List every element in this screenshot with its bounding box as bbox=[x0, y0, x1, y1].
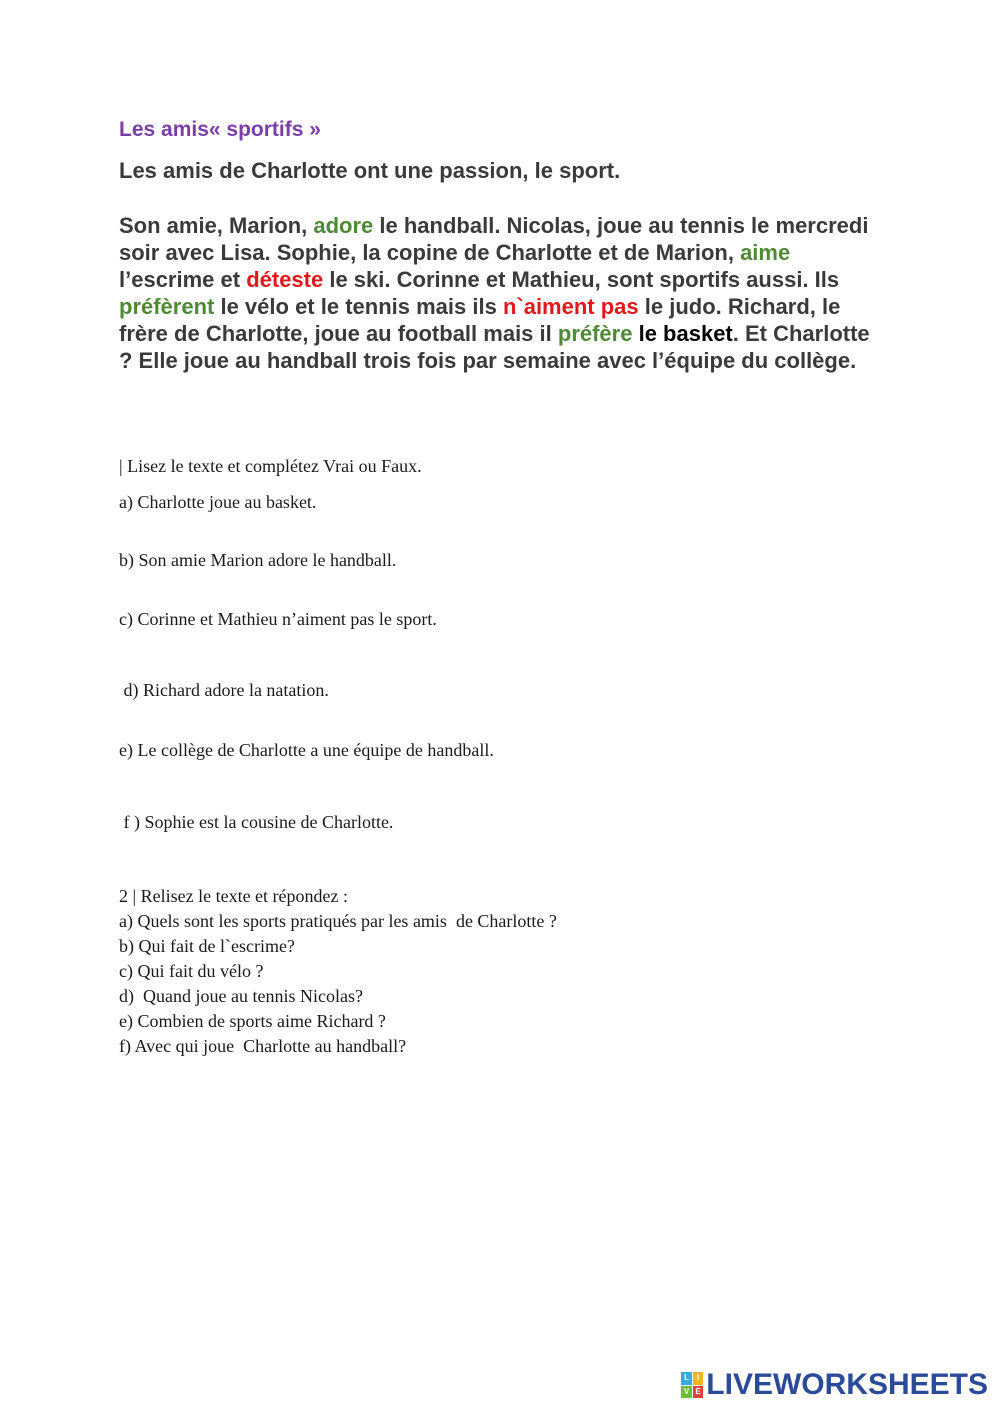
exercise1-item-b: b) Son amie Marion adore le handball. bbox=[119, 550, 397, 570]
verb-aime: aime bbox=[740, 240, 791, 265]
highlight-le-basket: le basket bbox=[638, 321, 733, 346]
exercise2-instruction: 2 | Relisez le texte et répondez : bbox=[119, 886, 349, 906]
passage-text: . Et Charlotte ? Elle joue au handball trois fois par semaine avec l’équipe du collège. bbox=[119, 321, 870, 373]
passage-text: Son amie, Marion, bbox=[119, 213, 314, 238]
exercise2-item-c: c) Qui fait du vélo ? bbox=[119, 961, 264, 981]
liveworksheets-logo[interactable] bbox=[681, 1368, 988, 1402]
logo-badge-letter: L bbox=[681, 1372, 692, 1385]
exercise2-list bbox=[119, 884, 557, 1059]
reading-passage bbox=[119, 212, 889, 374]
exercise2-item-e: e) Combien de sports aime Richard ? bbox=[119, 1011, 386, 1031]
exercise1-item-a: a) Charlotte joue au basket. bbox=[119, 492, 317, 512]
passage-text: le judo. Richard, le frère de Charlotte, joue au football mais il bbox=[119, 294, 841, 346]
passage-text: le handball. Nicolas, joue au tennis le mercredi soir avec Lisa. Sophie, la copine de Charlotte et de Marion, bbox=[119, 213, 869, 265]
exercise1-item-f: f ) Sophie est la cousine de Charlotte. bbox=[119, 812, 394, 832]
verb-preferent: préfèrent bbox=[119, 294, 215, 319]
exercise1-item-c: c) Corinne et Mathieu n’aiment pas le sport. bbox=[119, 609, 437, 629]
exercise1-item-e: e) Le collège de Charlotte a une équipe de handball. bbox=[119, 740, 494, 760]
passage-text: le vélo et le tennis mais ils bbox=[214, 294, 503, 319]
logo-badge-letter: I bbox=[693, 1372, 704, 1385]
logo-badge-letter: E bbox=[693, 1386, 704, 1399]
logo-text: LIVEWORKSHEETS bbox=[706, 1368, 988, 1401]
worksheet-title: Les amis« sportifs » bbox=[119, 118, 321, 141]
verb-naiment-pas: n`aiment pas bbox=[502, 294, 639, 319]
exercise2-item-d: d) Quand joue au tennis Nicolas? bbox=[119, 986, 363, 1006]
verb-deteste: déteste bbox=[246, 267, 324, 292]
verb-prefere: préfère bbox=[557, 321, 633, 346]
verb-adore: adore bbox=[313, 213, 374, 238]
intro-sentence: Les amis de Charlotte ont une passion, le sport. bbox=[119, 158, 621, 183]
exercise2-item-a: a) Quels sont les sports pratiqués par les amis de Charlotte ? bbox=[119, 911, 557, 931]
exercise1-instruction: | Lisez le texte et complétez Vrai ou Faux. bbox=[119, 456, 422, 476]
passage-text: le ski. Corinne et Mathieu, sont sportifs aussi. Ils bbox=[323, 267, 840, 292]
passage-text: l’escrime et bbox=[119, 267, 247, 292]
logo-badge-letter: V bbox=[681, 1386, 692, 1399]
exercise2-item-b: b) Qui fait de l`escrime? bbox=[119, 936, 295, 956]
exercise2-item-f: f) Avec qui joue Charlotte au handball? bbox=[119, 1036, 407, 1056]
exercise1-item-d: d) Richard adore la natation. bbox=[119, 680, 329, 700]
logo-badge-icon bbox=[681, 1372, 703, 1398]
